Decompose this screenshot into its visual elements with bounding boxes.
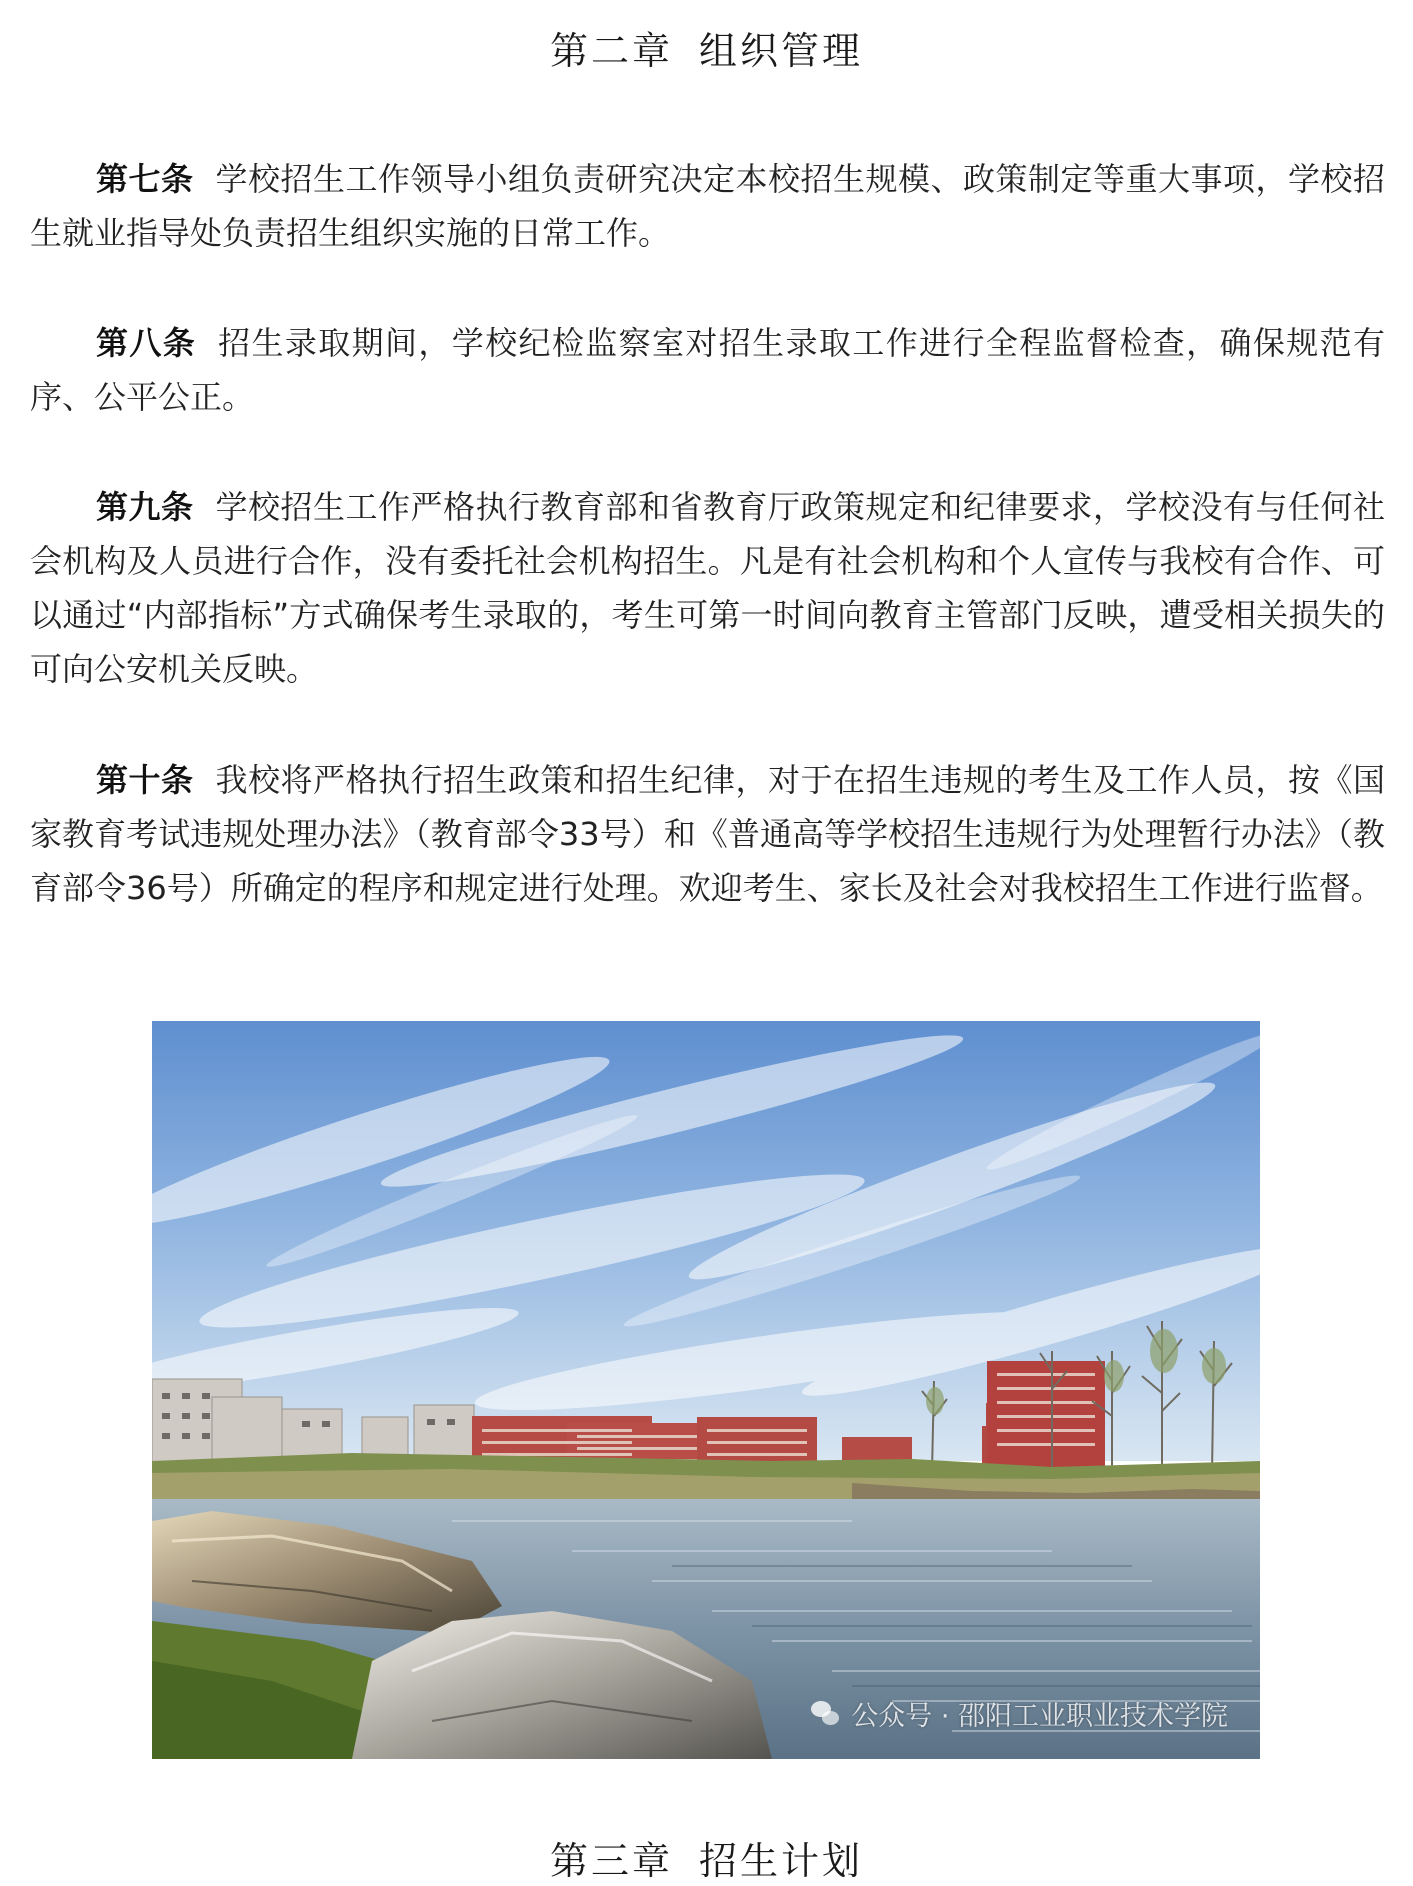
article-text: 招生录取期间，学校纪检监察室对招生录取工作进行全程监督检查，确保规范有序、公平公正。 (30, 324, 1385, 416)
campus-lake-photo (152, 1021, 1260, 1759)
article-text: 学校招生工作严格执行教育部和省教育厅政策规定和纪律要求，学校没有与任何社会机构及人员进行合作，没有委托社会机构招生。凡是有社会机构和个人宣传与我校有合作、可以通过“内部指标”方式确保考生录取的，考生可第一时间向教育主管部门反映，遭受相关损失的可向公安机关反映。 (30, 488, 1385, 688)
article-number: 第九条 (96, 488, 194, 526)
chapter-number: 第三章 (549, 1839, 673, 1883)
article-paragraph (30, 480, 1385, 696)
campus-scene-illustration (152, 1021, 1260, 1759)
article-number: 第八条 (96, 324, 197, 362)
wechat-icon (811, 1701, 841, 1727)
chapter-name: 组织管理 (699, 29, 864, 73)
article-number: 第七条 (96, 160, 194, 198)
article-paragraph (30, 152, 1385, 260)
chapter-name: 招生计划 (699, 1839, 864, 1883)
chapter-title (0, 26, 1413, 76)
photo-watermark (811, 1694, 1228, 1733)
chapter-title (0, 1836, 1413, 1886)
article-paragraph (30, 753, 1385, 915)
chapter-number: 第二章 (549, 29, 673, 73)
watermark-text: 公众号 · 邵阳工业职业技术学院 (851, 1701, 1228, 1732)
article-text: 我校将严格执行招生政策和招生纪律，对于在招生违规的考生及工作人员，按《国家教育考试违规处理办法》（教育部令33号）和《普通高等学校招生违规行为处理暂行办法》（教育部令36号）所确定的程序和规定进行处理。欢迎考生、家长及社会对我校招生工作进行监督。 (30, 761, 1385, 907)
article-number: 第十条 (96, 761, 194, 799)
article-text: 学校招生工作领导小组负责研究决定本校招生规模、政策制定等重大事项，学校招生就业指导处负责招生组织实施的日常工作。 (30, 160, 1385, 252)
article-paragraph (30, 316, 1385, 424)
